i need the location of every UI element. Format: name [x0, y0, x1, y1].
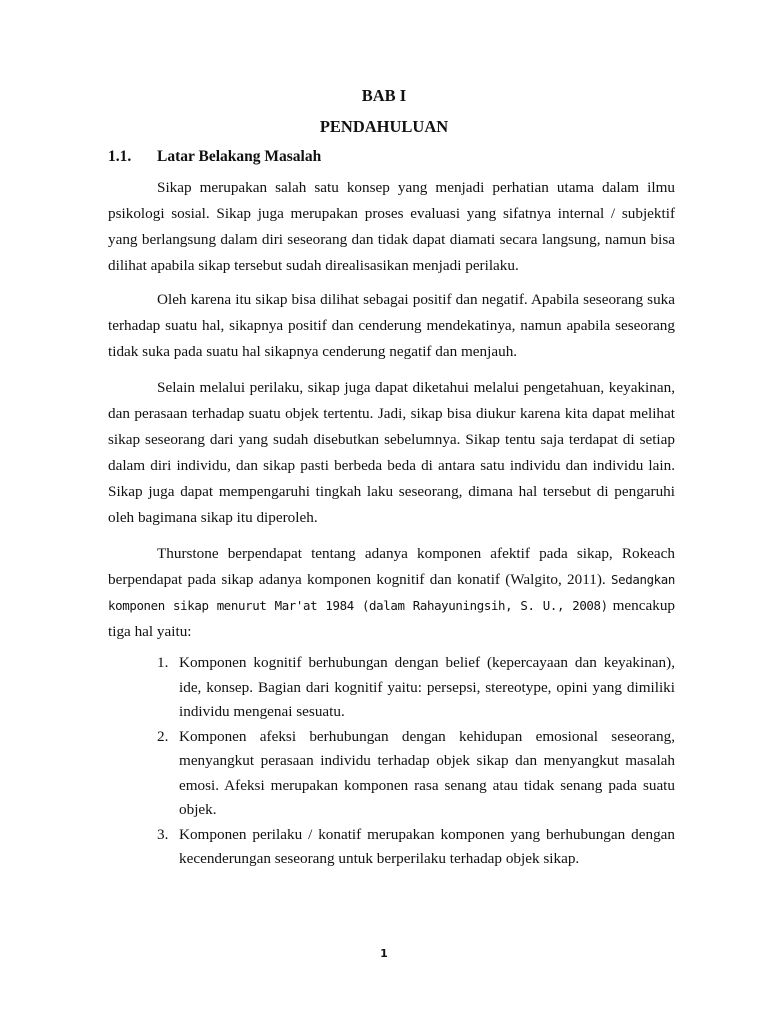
- list-item-number: 3.: [157, 825, 169, 843]
- paragraph-4-text: Thurstone berpendapat tentang adanya komponen afektif pada sikap, Rokeach berpendapat pada sikap adanya komponen kognitif dan konatif (Walgito, 2011).: [108, 545, 675, 588]
- list-item: [108, 725, 675, 823]
- paragraph-3: Selain melalui perilaku, sikap juga dapat diketahui melalui pengetahuan, keyakinan, dan perasaan terhadap suatu objek tertentu. Jadi, sikap bisa diukur karena kita dapat melihat sikap seseorang dari yang sudah disebutkan sebelumnya. Sikap tentu saja terdapat di setiap dalam diri individu, dan sikap pasti berbeda beda di antara satu individu dan individu lain. Sikap juga dapat mempengaruhi tingkah laku seseorang, dimana hal tersebut di pengaruhi oleh bagimana sikap itu diperoleh.: [108, 379, 675, 526]
- section-heading: [108, 147, 321, 167]
- section-number: 1.1.: [108, 148, 132, 165]
- section-title: Latar Belakang Masalah: [157, 148, 322, 165]
- list-item-text: Komponen kognitif berhubungan dengan belief (kepercayaan dan keyakinan), ide, konsep. Bagian dari kognitif yaitu: persepsi, stereotype, opini yang dimiliki individu mengenai sesuatu.: [179, 654, 675, 720]
- chapter-title: BAB I: [361, 86, 407, 105]
- list-item: [108, 651, 675, 725]
- list-item-number: 1.: [157, 654, 169, 671]
- list-item-text: Komponen afeksi berhubungan dengan kehidupan emosional seseorang, menyangkut perasaan individu terhadap objek sikap dan menyangkut masalah emosi. Afeksi merupakan komponen rasa senang atau tidak senang pada suatu objek.: [179, 727, 675, 818]
- chapter-subtitle: PENDAHULUAN: [319, 117, 449, 136]
- paragraph-4-citation: Sedangkan komponen sikap menurut Mar'at 1984 (dalam Rahayuningsih, S. U., 2008): [108, 572, 676, 613]
- list-item-number: 2.: [157, 727, 169, 745]
- paragraph-4: [108, 541, 675, 645]
- paragraph-4-ending: mencakup tiga hal yaitu:: [108, 597, 676, 640]
- paragraph-1: Sikap merupakan salah satu konsep yang menjadi perhatian utama dalam ilmu psikologi sosial. Sikap juga merupakan proses evaluasi yang sifatnya internal / subjektif yang berlangsung dalam diri seseorang dan tidak dapat diamati secara langsung, namun bisa dilihat apabila sikap tersebut sudah direalisasikan menjadi perilaku.: [108, 179, 675, 274]
- list-item-text: Komponen perilaku / konatif merupakan komponen yang berhubungan dengan kecenderungan seseorang untuk berperilaku terhadap objek sikap.: [179, 825, 675, 867]
- list-item: [108, 823, 675, 872]
- paragraph-2: Oleh karena itu sikap bisa dilihat sebagai positif dan negatif. Apabila seseorang suka terhadap suatu hal, sikapnya positif dan cenderung mendekatinya, namun apabila seseorang tidak suka pada suatu hal sikapnya cenderung negatif dan menjauh.: [108, 291, 675, 360]
- component-list: [108, 651, 675, 872]
- page-number: 1: [380, 947, 388, 960]
